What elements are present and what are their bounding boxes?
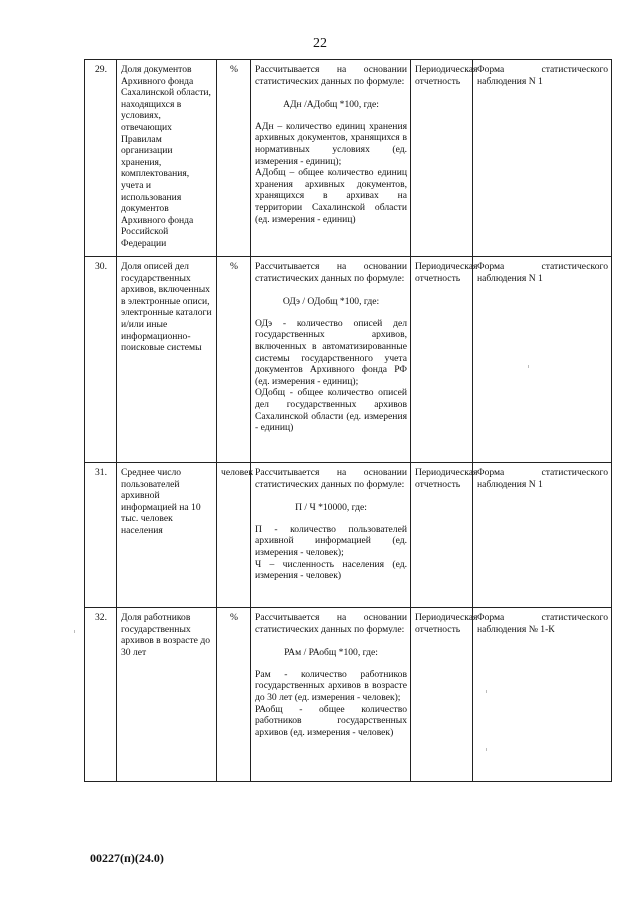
calculation-method (251, 608, 411, 782)
indicator-name: Доля документов Архивного фонда Сахалинской области, находящихся в условиях, отвечающих Правилам организации хранения, комплектования, учета и использования документов Архивного фонда Российской Федерации (117, 60, 217, 257)
formula-legend-item: ОДэ - количество описей дел государственных архивов, включенных в автоматизированные системы государственного учета документов Архивного фонда РФ (ед. измерения - единиц); (255, 317, 407, 387)
reporting-period (411, 608, 478, 782)
calculation-method (251, 257, 411, 463)
reporting-period (411, 257, 478, 463)
document-code: 00227(п)(24.0) (90, 851, 164, 865)
period-text: Периодическая отчетность (415, 467, 478, 490)
table-row (85, 60, 612, 257)
table-row (85, 257, 612, 463)
table-row (85, 608, 612, 782)
method-intro: Рассчитывается на основании статистических данных по формуле: (255, 467, 407, 490)
scan-speck (486, 748, 487, 751)
source-text: Форма статистического наблюдения N 1 (477, 64, 608, 87)
scan-speck (486, 690, 487, 693)
unit-of-measure: % (217, 257, 251, 463)
formula: П / Ч *10000, где: (295, 502, 367, 514)
indicator-name: Среднее число пользователей архивной информацией на 10 тыс. человек населения (117, 463, 217, 608)
formula: ОДэ / ОДобщ *100, где: (282, 296, 380, 308)
reporting-period (411, 463, 478, 608)
row-number: 30. (85, 257, 117, 463)
row-number: 31. (85, 463, 117, 608)
formula-legend-item: ОДобщ - общее количество описей дел государственных архивов Сахалинской области (ед. измерения - единиц) (255, 387, 407, 434)
indicators-table (84, 59, 612, 782)
data-source (473, 60, 612, 257)
formula-legend-item: Ч – численность населения (ед. измерения - человек) (255, 558, 407, 582)
formula-legend-item: Рам - количество работников государственных архивов в возрасте до 30 лет (ед. измерения - человек); (255, 668, 407, 703)
indicator-name: Доля описей дел государственных архивов, включенных в электронные описи, электронные каталоги и/или иные информационно-поисковые системы (117, 257, 217, 463)
row-number: 32. (85, 608, 117, 782)
formula: АДн /АДобщ *100, где: (283, 99, 379, 111)
formula-legend-item: РАобщ - общее количество работников государственных архивов (ед. измерения - человек) (255, 703, 407, 738)
unit-of-measure: человек (217, 463, 251, 608)
source-text: Форма статистического наблюдения N 1 (477, 261, 608, 284)
formula-legend-item: П - количество пользователей архивной информацией (ед. измерения - человек); (255, 523, 407, 558)
formula-legend-item: АДобщ – общее количество единиц хранения архивных документов, хранящихся в архивах на территории Сахалинской области (ед. измерения - единиц) (255, 167, 407, 225)
data-source (473, 608, 612, 782)
row-number: 29. (85, 60, 117, 257)
method-intro: Рассчитывается на основании статистических данных по формуле: (255, 612, 407, 635)
data-source (473, 257, 612, 463)
formula-legend-item: АДн – количество единиц хранения архивных документов, хранящихся в нормативных условиях (ед. измерения - единиц); (255, 120, 407, 167)
period-text: Периодическая отчетность (415, 261, 478, 284)
source-text: Форма статистического наблюдения N 1 (477, 467, 608, 490)
calculation-method (251, 60, 411, 257)
indicator-name: Доля работников государственных архивов в возрасте до 30 лет (117, 608, 217, 782)
calculation-method (251, 463, 411, 608)
unit-of-measure: % (217, 60, 251, 257)
scan-speck (74, 630, 75, 633)
method-intro: Рассчитывается на основании статистических данных по формуле: (255, 261, 407, 284)
source-text: Форма статистического наблюдения № 1-К (477, 612, 608, 635)
table-row (85, 463, 612, 608)
scan-speck (528, 365, 529, 368)
formula: РАм / РАобщ *100, где: (284, 647, 378, 659)
period-text: Периодическая отчетность (415, 64, 478, 87)
reporting-period (411, 60, 478, 257)
method-intro: Рассчитывается на основании статистических данных по формуле: (255, 64, 407, 87)
page-number: 22 (313, 36, 327, 51)
data-source (473, 463, 612, 608)
period-text: Периодическая отчетность (415, 612, 478, 635)
unit-of-measure: % (217, 608, 251, 782)
